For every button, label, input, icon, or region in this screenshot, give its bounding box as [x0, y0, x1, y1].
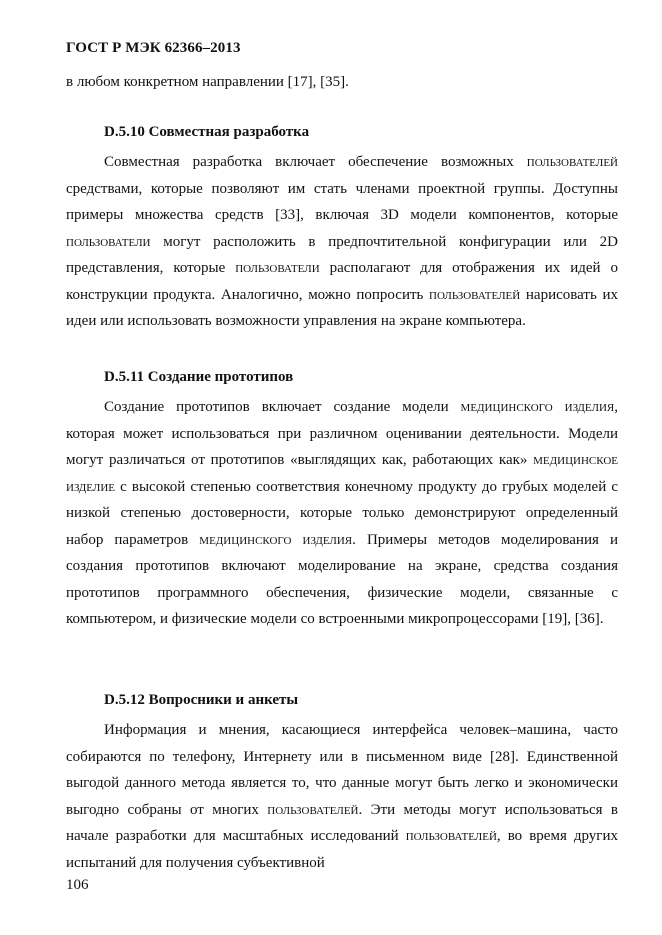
term-small-caps: медицинское изделие	[66, 452, 618, 495]
text-run: Совместная разработка включает обеспечение возможных	[104, 154, 527, 170]
text-run: могут расположить в предпочтительной конфигурации или 2D представления, которые	[66, 233, 618, 276]
page-number: 106	[66, 877, 89, 893]
text-run: Создание прототипов включает создание модели	[104, 399, 461, 415]
term-small-caps: пользователей	[429, 286, 521, 303]
section-d-5-10	[66, 122, 618, 335]
section-d-5-11	[66, 367, 618, 633]
section-paragraph	[66, 717, 618, 876]
text-run: располагают для отображения их идей о конструкции продукта. Аналогично, можно попросить	[66, 260, 619, 303]
section-d-5-12	[66, 690, 618, 876]
text-run: нарисовать их идеи или использовать возможности управления на экране компьютера.	[66, 286, 618, 329]
term-small-caps: пользователи	[66, 233, 151, 250]
text-run: . Примеры методов моделирования и создания прототипов включают моделирование на экране, средства создания прототипов программного обеспечения, физические модели, связанные с компьютером, и физические модели со встроенными микропроцессорами [19], [36].	[66, 531, 618, 627]
continuation-text: в любом конкретном направлении [17], [35].	[66, 74, 349, 90]
term-small-caps: пользователей	[267, 801, 359, 818]
section-heading: D.5.10 Совместная разработка	[104, 124, 310, 140]
text-run: , которая может использоваться при различном оценивании деятельности. Модели могут различаться от прототипов «выглядящих как, работающих как»	[66, 399, 618, 468]
term-small-caps: медицинского изделия	[460, 399, 615, 415]
document-header: ГОСТ Р МЭК 62366–2013	[66, 40, 241, 56]
term-small-caps: пользователей	[405, 828, 497, 844]
section-heading: D.5.11 Создание прототипов	[104, 369, 294, 385]
text-run: с высокой степенью соответствия конечному продукту до грубых моделей с низкой степенью достоверности, которые только демонстрируют определенный набор параметров	[66, 478, 618, 548]
section-paragraph	[66, 149, 618, 335]
text-run: , во время других испытаний для получения субъективной	[66, 828, 618, 871]
term-small-caps: медицинского изделия	[199, 531, 353, 548]
text-run: средствами, которые позволяют им стать членами проектной группы. Доступны примеры множества средств [33], включая 3D модели компонентов, которые	[66, 180, 618, 223]
text-run: Информация и мнения, касающиеся интерфейса человек–машина, часто собираются по телефону, Интернету или в письменном виде [28]. Единственной выгодой данного метода является то, что данные могут быть легко и экономически выгодно собраны от многих	[66, 722, 618, 818]
section-heading: D.5.12 Вопросники и анкеты	[104, 692, 299, 708]
term-small-caps: пользователей	[526, 154, 618, 170]
section-paragraph	[66, 394, 618, 633]
term-small-caps: пользователи	[235, 260, 320, 276]
text-run: . Эти методы могут использоваться в начале разработки для масштабных исследований	[66, 801, 618, 844]
